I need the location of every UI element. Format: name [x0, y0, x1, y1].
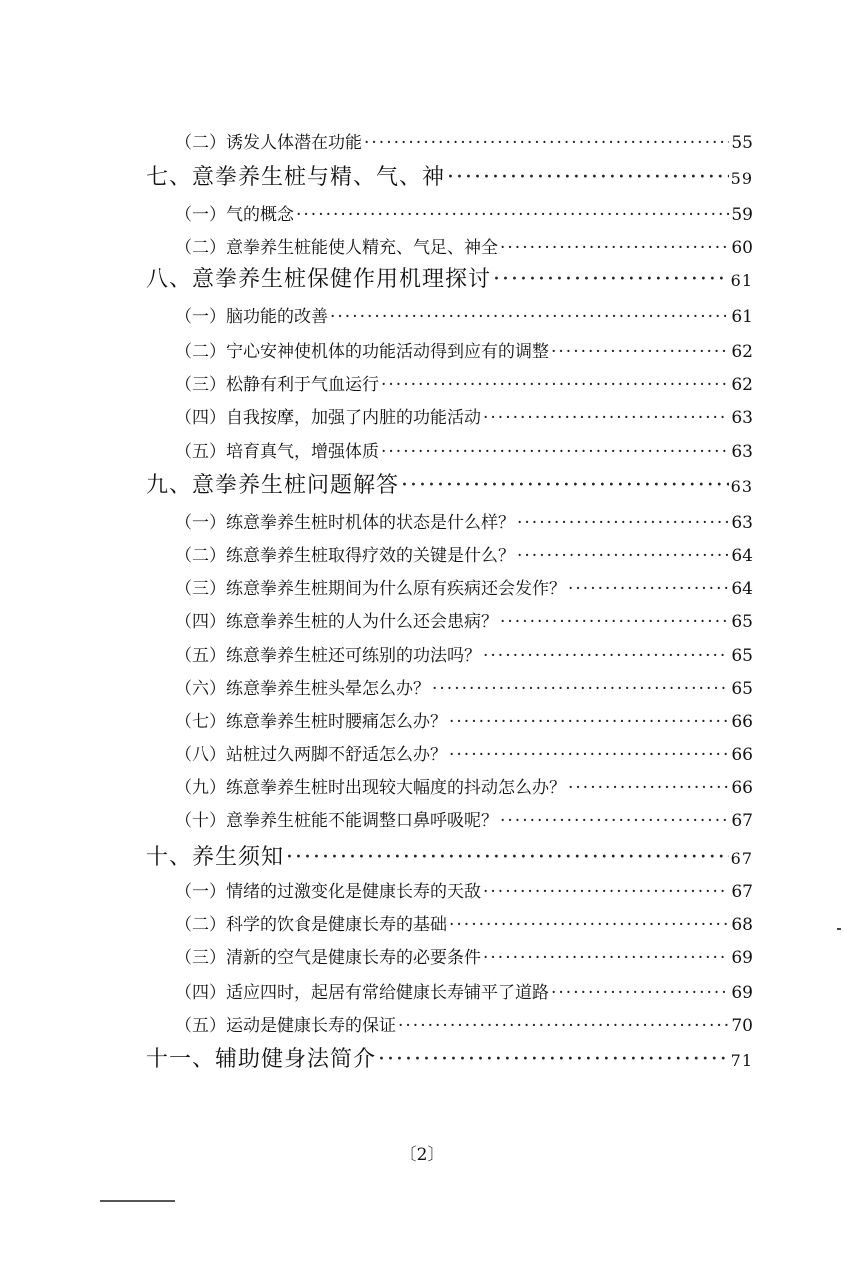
toc-entry: [175, 674, 753, 699]
toc-entry-title: （一）气的概念: [175, 205, 294, 225]
toc-entry-title: （十）意拳养生桩能不能调整口鼻呼吸呢？: [175, 811, 498, 831]
toc-entry-page: 63: [731, 442, 753, 462]
toc-entry-page: 62: [731, 342, 753, 362]
scan-mark: [100, 1200, 175, 1202]
toc-entry-page: 70: [731, 1016, 753, 1036]
toc-section-title: 八、意拳养生桩保健作用机理探讨: [146, 267, 492, 292]
dot-leader: [381, 375, 729, 395]
toc-entry-title: （九）练意拳养生桩时出现较大幅度的抖动怎么办？: [175, 778, 566, 798]
toc-section-title: 九、意拳养生桩问题解答: [146, 473, 400, 498]
dot-leader: [568, 778, 729, 798]
toc-entry: [175, 574, 753, 599]
toc-entry-page: 68: [731, 915, 753, 935]
toc-section-title: 十、养生须知: [146, 845, 285, 870]
toc-entry-page: 64: [731, 579, 753, 599]
toc-entry: [175, 437, 753, 462]
dot-leader: [500, 238, 729, 258]
toc-entry: [175, 508, 753, 533]
dot-leader: [483, 646, 729, 666]
toc-entry: [175, 806, 753, 831]
toc-entry-page: 65: [731, 612, 753, 632]
toc-entry-title: （七）练意拳养生桩时腰痛怎么办？: [175, 712, 447, 732]
dot-leader: [449, 745, 729, 765]
toc-section-page: 71: [730, 1051, 753, 1070]
dot-leader: [286, 845, 729, 870]
dot-leader: [364, 133, 729, 153]
dot-leader: [483, 948, 729, 968]
toc-entry-title: （四）适应四时，起居有常给健康长寿铺平了道路: [175, 983, 549, 1003]
toc-entry-page: 67: [731, 882, 753, 902]
dot-leader: [551, 342, 729, 362]
toc-entry-title: （五）培育真气，增强体质: [175, 442, 379, 462]
toc-entry-page: 63: [731, 513, 753, 533]
toc-entry-title: （四）自我按摩，加强了内脏的功能活动: [175, 408, 481, 428]
toc-section: [146, 840, 753, 871]
toc-entry-title: （三）清新的空气是健康长寿的必要条件: [175, 948, 481, 968]
toc-entry-title: （六）练意拳养生桩头晕怎么办？: [175, 679, 430, 699]
dot-leader: [398, 1016, 729, 1036]
toc-entry-page: 67: [731, 811, 753, 831]
toc-section: [146, 262, 753, 293]
toc-section-page: 63: [730, 477, 753, 496]
toc-entry-title: （一）练意拳养生桩时机体的状态是什么样？: [175, 513, 515, 533]
toc-entry-title: （四）练意拳养生桩的人为什么还会患病？: [175, 612, 498, 632]
page-number: 〔2〕: [399, 1145, 445, 1165]
dot-leader: [447, 165, 729, 190]
toc-entry-title: （二）宁心安神使机体的功能活动得到应有的调整: [175, 342, 549, 362]
toc-entry-title: （二）科学的饮食是健康长寿的基础: [175, 915, 447, 935]
toc-section-page: 67: [730, 849, 753, 868]
toc-section: [146, 1042, 753, 1073]
toc-entry-title: （二）诱发人体潜在功能: [175, 133, 362, 153]
toc-section-page: 59: [730, 169, 753, 188]
toc-section-title: 十一、辅助健身法简介: [146, 1047, 377, 1072]
dot-leader: [378, 1047, 729, 1072]
toc-entry-page: 63: [731, 408, 753, 428]
toc-entry: [175, 337, 753, 362]
toc-entry: [175, 128, 753, 153]
toc-entry-title: （二）练意拳养生桩取得疗效的关键是什么？: [175, 546, 515, 566]
toc-entry-title: （二）意拳养生桩能使人精充、气足、神全: [175, 238, 498, 258]
dot-leader: [401, 473, 729, 498]
toc-entry: [175, 302, 753, 327]
toc-entry: [175, 1011, 753, 1036]
toc-entry-title: （一）脑功能的改善: [175, 307, 328, 327]
dot-leader: [449, 712, 729, 732]
dot-leader: [330, 307, 729, 327]
toc-entry-page: 62: [731, 375, 753, 395]
toc-entry: [175, 607, 753, 632]
toc-entry-page: 65: [731, 679, 753, 699]
toc-entry-page: 64: [731, 546, 753, 566]
toc-entry-title: （三）练意拳养生桩期间为什么原有疾病还会发作？: [175, 579, 566, 599]
dot-leader: [432, 679, 729, 699]
toc-entry-page: 66: [731, 745, 753, 765]
dot-leader: [483, 408, 729, 428]
toc-entry-title: （一）情绪的过激变化是健康长寿的天敌: [175, 882, 481, 902]
toc-entry: [175, 877, 753, 902]
scan-speck: [837, 928, 841, 930]
toc-entry: [175, 740, 753, 765]
toc-entry-page: 66: [731, 712, 753, 732]
toc-entry: [175, 403, 753, 428]
toc-entry-page: 59: [731, 205, 753, 225]
dot-leader: [381, 442, 729, 462]
dot-leader: [449, 915, 729, 935]
toc-entry: [175, 943, 753, 968]
toc-entry: [175, 200, 753, 225]
toc-entry: [175, 641, 753, 666]
toc-entry: [175, 773, 753, 798]
dot-leader: [551, 983, 729, 1003]
toc-entry-page: 69: [731, 948, 753, 968]
toc-entry-title: （三）松静有利于气血运行: [175, 375, 379, 395]
toc-entry-page: 66: [731, 778, 753, 798]
toc-entry-page: 65: [731, 646, 753, 666]
dot-leader: [483, 882, 729, 902]
toc-entry-title: （五）练意拳养生桩还可练别的功法吗？: [175, 646, 481, 666]
toc-entry: [175, 541, 753, 566]
toc-entry-title: （八）站桩过久两脚不舒适怎么办？: [175, 745, 447, 765]
dot-leader: [500, 811, 729, 831]
toc-section-page: 61: [730, 271, 753, 290]
toc-entry-page: 55: [731, 133, 753, 153]
toc-entry-page: 61: [731, 307, 753, 327]
toc-section: [146, 468, 753, 499]
dot-leader: [517, 546, 729, 566]
toc-entry-page: 60: [731, 238, 753, 258]
dot-leader: [568, 579, 729, 599]
toc-entry-title: （五）运动是健康长寿的保证: [175, 1016, 396, 1036]
toc-entry: [175, 910, 753, 935]
dot-leader: [493, 267, 729, 292]
toc-entry: [175, 370, 753, 395]
toc-section: [146, 160, 753, 191]
toc-entry: [175, 707, 753, 732]
toc-section-title: 七、意拳养生桩与精、气、神: [146, 165, 446, 190]
dot-leader: [296, 205, 729, 225]
toc-entry: [175, 233, 753, 258]
toc-entry-page: 69: [731, 983, 753, 1003]
toc-entry: [175, 978, 753, 1003]
dot-leader: [517, 513, 729, 533]
dot-leader: [500, 612, 729, 632]
